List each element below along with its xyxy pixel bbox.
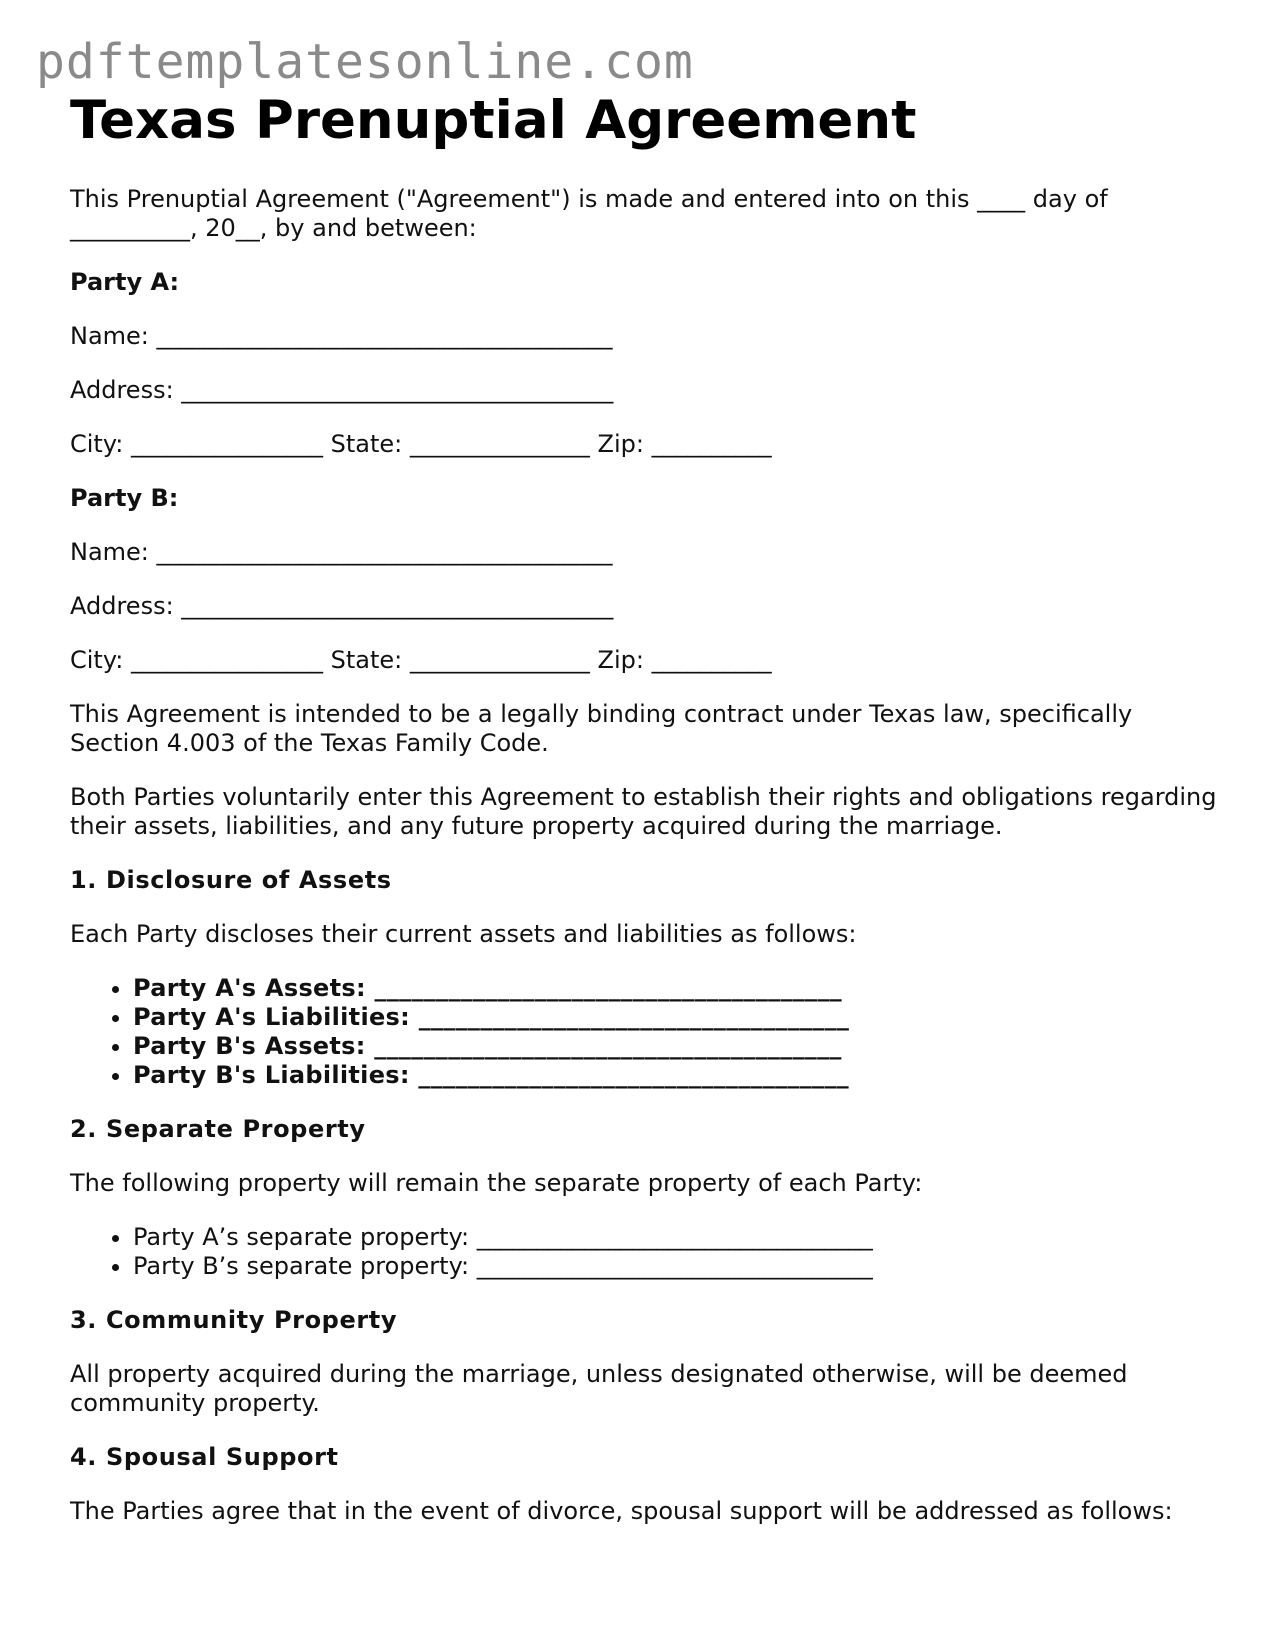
section-1-text: Each Party discloses their current assets and liabilities as follows: — [70, 920, 857, 948]
disclosure-list — [70, 974, 1220, 1090]
separate-property-list — [70, 1223, 1220, 1281]
section-3-text: All property acquired during the marriage, unless designated otherwise, will be deemed community property. — [70, 1360, 1128, 1417]
list-item: • Party B’s separate property: _________________________________ — [133, 1252, 1220, 1281]
document-title: Texas Prenuptial Agreement — [70, 90, 917, 151]
party-b-city-state-zip-field: City: ________________ State: _______________ Zip: __________ — [70, 646, 772, 674]
party-a-name-field: Name: ______________________________________ — [70, 322, 613, 350]
party-b-heading: Party B: — [70, 484, 179, 512]
list-item: • Party A's Assets: ______________________________________ — [133, 974, 1220, 1003]
list-item: • Party B's Liabilities: ___________________________________ — [133, 1061, 1220, 1090]
section-3-heading: 3. Community Property — [70, 1306, 398, 1334]
section-4-heading: 4. Spousal Support — [70, 1443, 339, 1471]
voluntary-agreement-paragraph: Both Parties voluntarily enter this Agreement to establish their rights and obligations regarding their assets, liabilities, and any future property acquired during the marriage. — [70, 783, 1217, 840]
party-b-address-field: Address: ____________________________________ — [70, 592, 614, 620]
list-item: • Party B's Assets: ______________________________________ — [133, 1032, 1220, 1061]
party-a-address-field: Address: ____________________________________ — [70, 376, 614, 404]
binding-contract-paragraph: This Agreement is intended to be a legally binding contract under Texas law, specifically Section 4.003 of the Texas Family Code. — [70, 700, 1133, 757]
section-2-text: The following property will remain the separate property of each Party: — [70, 1169, 923, 1197]
section-2-heading: 2. Separate Property — [70, 1115, 366, 1143]
watermark: pdftemplatesonline.com — [36, 34, 694, 90]
list-item: • Party A's Liabilities: ___________________________________ — [133, 1003, 1220, 1032]
list-item: • Party A’s separate property: _________________________________ — [133, 1223, 1220, 1252]
section-4-text: The Parties agree that in the event of divorce, spousal support will be addressed as follows: — [70, 1497, 1173, 1525]
intro-paragraph: This Prenuptial Agreement ("Agreement") is made and entered into on this ____ day of __________, 20__, by and between: — [70, 185, 1108, 242]
section-1-heading: 1. Disclosure of Assets — [70, 866, 392, 894]
document-body — [70, 90, 1220, 1526]
party-a-heading: Party A: — [70, 268, 180, 296]
party-b-name-field: Name: ______________________________________ — [70, 538, 613, 566]
party-a-city-state-zip-field: City: ________________ State: _______________ Zip: __________ — [70, 430, 772, 458]
